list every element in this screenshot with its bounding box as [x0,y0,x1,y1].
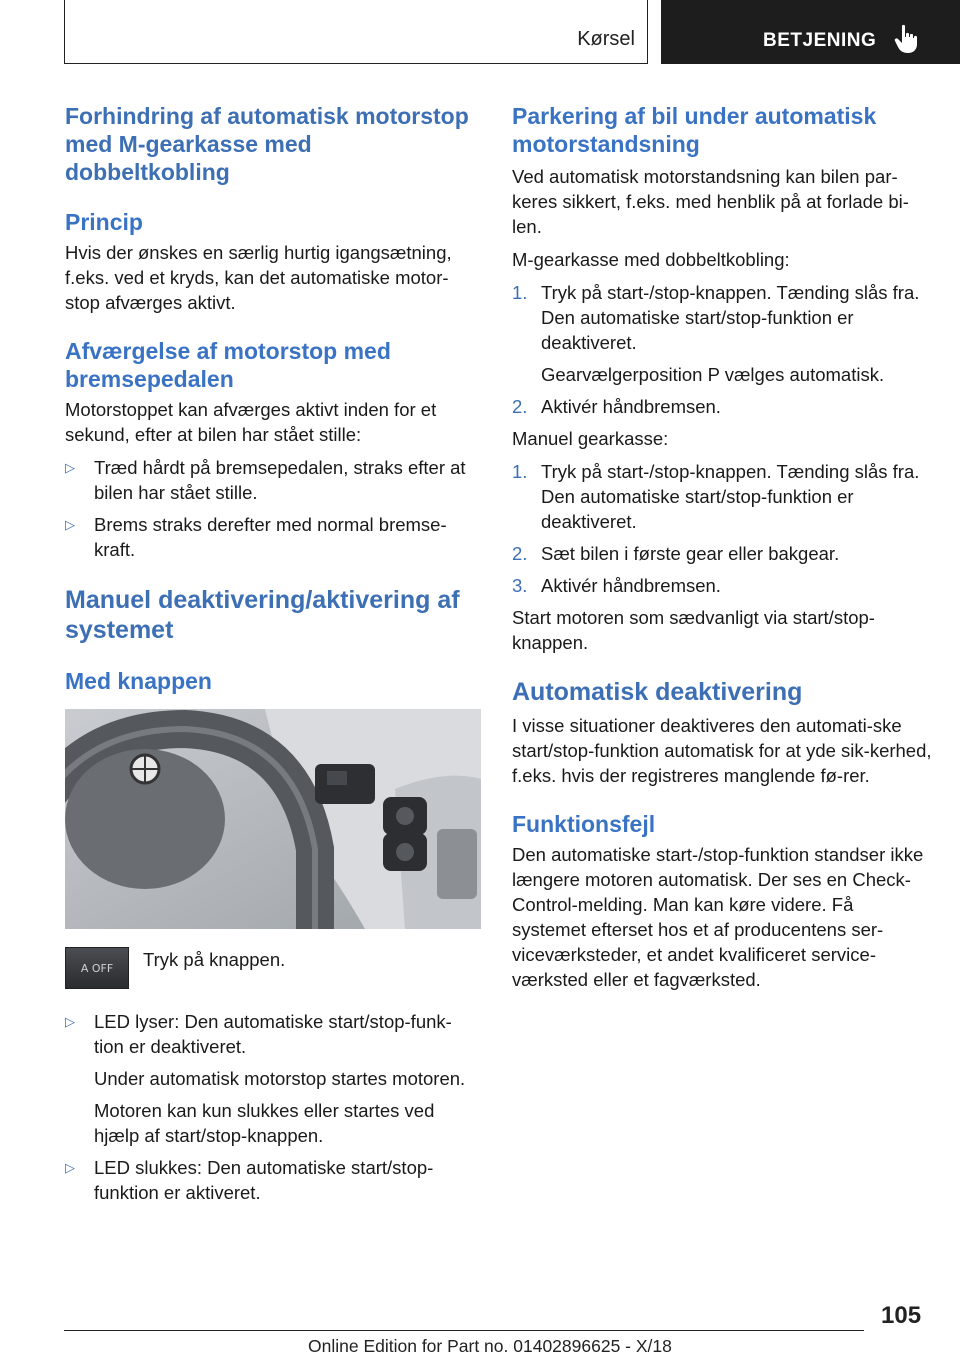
triangle-bullet-icon: ▷ [65,460,75,475]
funktionsfejl-heading: Funktionsfejl [512,811,656,837]
med-knappen-heading: Med knappen [65,668,212,694]
section-title: Kørsel [577,28,635,50]
list-item: 3. Aktivér håndbremsen. [512,575,721,596]
list-item: ▷ Brems straks derefter med normal bremse-kraft. [65,514,447,560]
footer-divider [64,1330,864,1331]
manuel-gearkasse-label: Manuel gearkasse: [512,428,669,449]
parkering-text: Ved automatisk motorstandsning kan bilen par-keres sikkert, f.eks. med henblik på at forlade bi-len. [512,166,909,237]
steering-wheel-photo [65,709,481,929]
manuel-heading: Manuel deaktivering/aktivering af systemet [65,586,460,644]
chapter-title: BETJENING [763,30,877,51]
edition-text: Online Edition for Part no. 01402896625 - X/18 [308,1336,672,1356]
right-column [512,102,932,992]
auto-start-stop-button-icon: A OFF [65,947,129,989]
list-item: 1. Tryk på start-/stop-knappen. Tænding slås fra. Den automatiske start/stop-funktion er deaktiveret. Gearvælgerposition P vælges automatisk. [512,282,920,385]
princip-heading: Princip [65,209,143,235]
automatisk-heading: Automatisk deaktivering [512,678,803,706]
afvaergelse-text: Motorstoppet kan afværges aktivt inden for et sekund, efter at bilen har stået stille: [65,399,437,445]
triangle-bullet-icon: ▷ [65,1014,75,1029]
triangle-bullet-icon: ▷ [65,517,75,532]
automatisk-text: I visse situationer deaktiveres den automati-ske start/stop-funktion automatisk for at yde sik-kerhed, f.eks. hvis der registreres manglende fø-rer. [512,715,932,786]
header-chapter-box [661,0,960,64]
list-item: 1. Tryk på start-/stop-knappen. Tænding slås fra. Den automatiske start/stop-funktion er deaktiveret. [512,461,920,532]
button-row [65,947,481,989]
m-gearkasse-label: M-gearkasse med dobbeltkobling: [512,249,790,270]
list-item: 2. Aktivér håndbremsen. [512,396,721,417]
parkering-heading: Parkering af bil under automatisk motorstandsning [512,103,877,157]
header-section-box [64,0,648,64]
main-heading: Forhindring af automatisk motorstop med M-gearkasse med dobbeltkobling [65,103,469,185]
button-caption: Tryk på knappen. [143,949,286,970]
left-column [65,102,481,1212]
page-number: 105 [881,1302,922,1329]
list-item: ▷ LED lyser: Den automatiske start/stop-funk-tion er deaktiveret. Under automatisk motorstop startes motoren. Motoren kan kun slukkes eller startes ved hjælp af start/stop-knappen. [65,1011,466,1146]
list-item: ▷ LED slukkes: Den automatiske start/stop-funktion er aktiveret. [65,1157,434,1203]
list-item: 2. Sæt bilen i første gear eller bakgear. [512,543,840,564]
afvaergelse-heading: Afværgelse af motorstop med bremsepedalen [65,338,391,392]
list-item: ▷ Træd hårdt på bremsepedalen, straks efter at bilen har stået stille. [65,457,466,503]
pointing-hand-icon [893,24,919,54]
funktionsfejl-text: Den automatiske start-/stop-funktion standser ikke længere motoren automatisk. Der ses en Check-Control-melding. Man kan køre videre. Få systemet efterset hos et af producentens ser-viceværksteder, et andet kvalificeret service-værksted eller et fagværksted. [512,844,924,990]
princip-text: Hvis der ønskes en særlig hurtig igangsætning, f.eks. ved et kryds, kan det automatiske motor-stop afværges aktivt. [65,242,452,313]
start-text: Start motoren som sædvanligt via start/stop-knappen. [512,607,875,653]
triangle-bullet-icon: ▷ [65,1160,75,1175]
